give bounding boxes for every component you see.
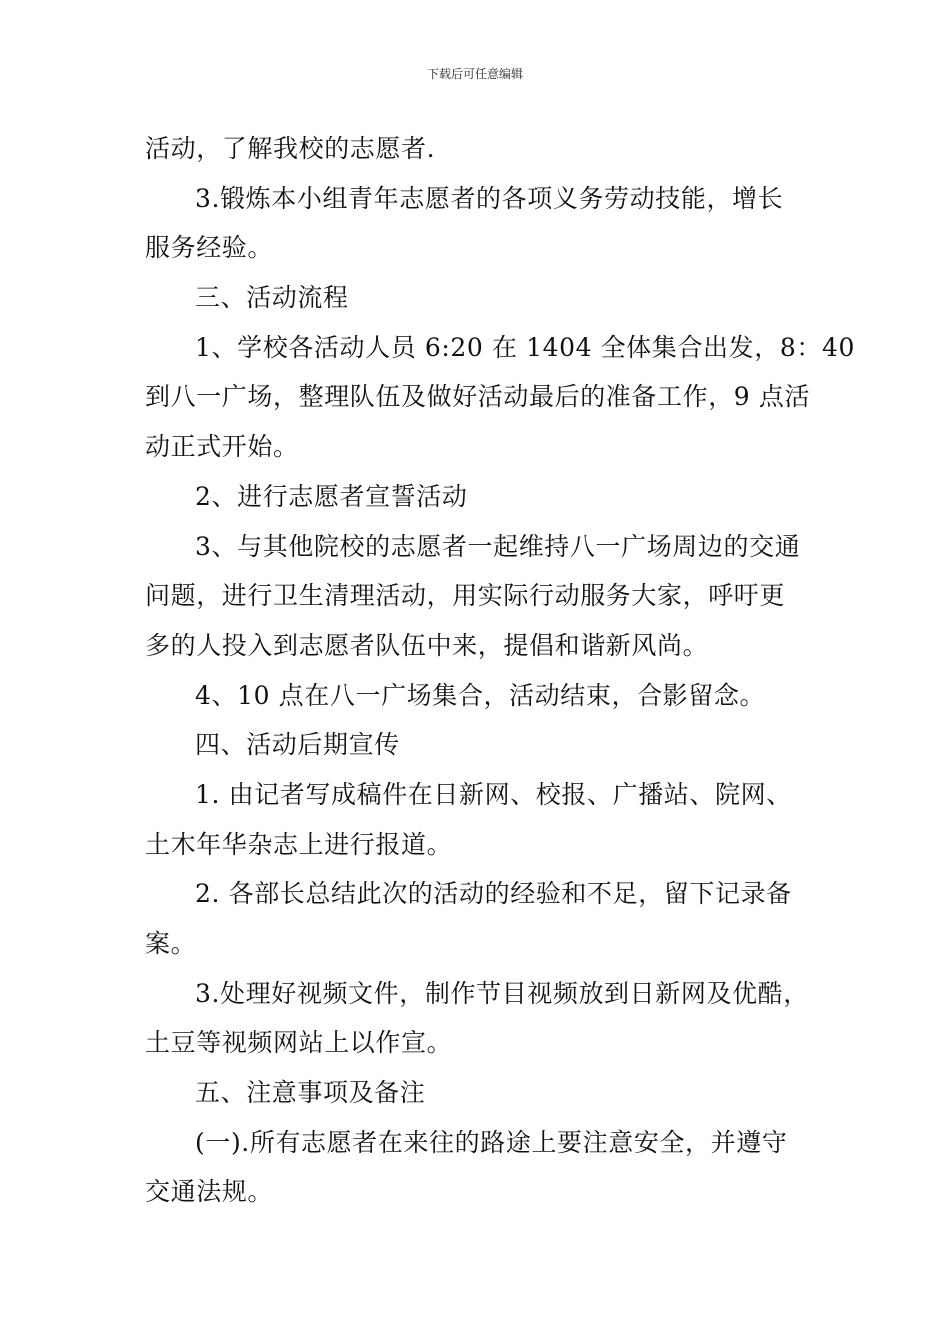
paragraph bbox=[145, 1068, 810, 1118]
paragraph-line: (一).所有志愿者在来往的路途上要注意安全，并遵守 bbox=[195, 1127, 788, 1157]
paragraph-line: 动正式开始。 bbox=[145, 432, 299, 462]
paragraph-line: 到八一广场，整理队伍及做好活动最后的准备工作，9 点活 bbox=[145, 382, 811, 412]
paragraph-line: 四、活动后期宣传 bbox=[195, 730, 400, 760]
paragraph-line: 2. 各部长总结此次的活动的经验和不足，留下记录备 bbox=[195, 879, 792, 909]
paragraph-line: 多的人投入到志愿者队伍中来，提倡和谐新风尚。 bbox=[145, 630, 709, 660]
paragraph-line: 3.处理好视频文件，制作节目视频放到日新网及优酷， bbox=[195, 978, 809, 1008]
paragraph-line: 活动，了解我校的志愿者. bbox=[145, 134, 436, 163]
paragraph-line: 2、进行志愿者宣誓活动 bbox=[195, 481, 468, 511]
paragraph-line: 三、活动流程 bbox=[195, 283, 349, 313]
paragraph-line: 土木年华杂志上进行报道。 bbox=[145, 829, 453, 859]
paragraph bbox=[145, 323, 855, 472]
paragraph bbox=[145, 720, 810, 770]
paragraph-line: 五、注意事项及备注 bbox=[195, 1078, 426, 1108]
paragraph-line: 1、学校各活动人员 6:20 在 1404 全体集合出发，8：40 bbox=[195, 332, 855, 362]
paragraph bbox=[145, 472, 810, 522]
paragraph-line: 4、10 点在八一广场集合，活动结束，合影留念。 bbox=[195, 680, 766, 710]
paragraph-line: 交通法规。 bbox=[145, 1177, 274, 1207]
paragraph bbox=[145, 522, 810, 671]
paragraph bbox=[145, 174, 810, 273]
paragraph bbox=[145, 273, 810, 323]
paragraph-line: 3.锻炼本小组青年志愿者的各项义务劳动技能，增长 bbox=[195, 183, 784, 213]
paragraph bbox=[145, 671, 810, 721]
paragraph-line: 问题，进行卫生清理活动，用实际行动服务大家，呼吁更 bbox=[145, 581, 786, 611]
paragraph bbox=[145, 969, 810, 1068]
paragraph bbox=[145, 1118, 810, 1217]
paragraph-line: 1. 由记者写成稿件在日新网、校报、广播站、院网、 bbox=[195, 779, 792, 809]
paragraph-line: 案。 bbox=[145, 929, 197, 958]
paragraph-line: 土豆等视频网站上以作宣。 bbox=[145, 1028, 453, 1058]
paragraph bbox=[145, 869, 810, 968]
paragraph-line: 服务经验。 bbox=[145, 233, 274, 263]
paragraph-line: 3、与其他院校的志愿者一起维持八一广场周边的交通 bbox=[195, 531, 801, 561]
page-header: 下载后可任意编辑 bbox=[426, 67, 523, 81]
paragraph bbox=[145, 770, 810, 869]
document-body bbox=[145, 124, 855, 1217]
paragraph bbox=[145, 124, 810, 174]
